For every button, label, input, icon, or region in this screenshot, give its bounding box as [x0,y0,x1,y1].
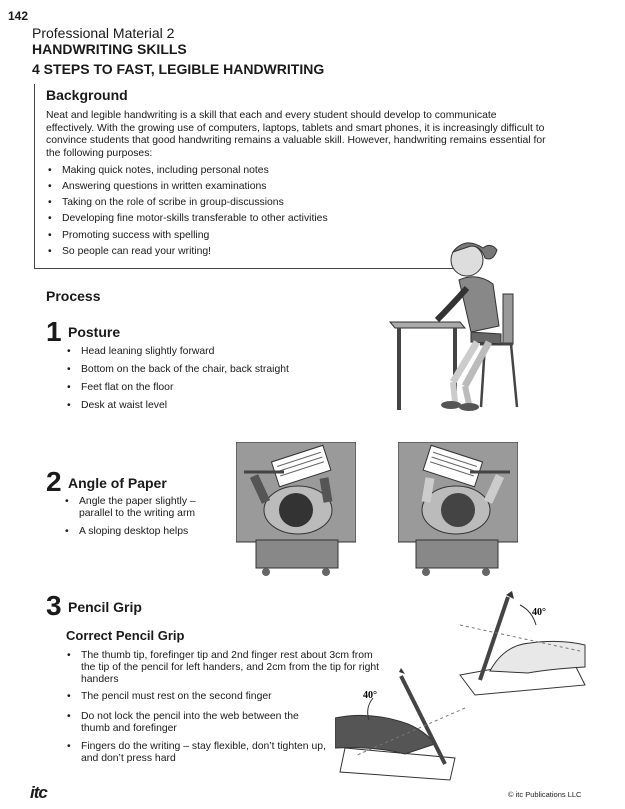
step-3-title: Pencil Grip [68,599,142,615]
step-3-bullet: • Do not lock the pencil into the web between the thumb and forefinger [81,711,316,735]
angle-label-left: 40° [363,690,377,701]
step-1-number: 1 [46,316,62,347]
background-bullet: • Promoting success with spelling [62,230,209,242]
left-hand-grip-illustration [335,668,475,783]
process-heading: Process [46,288,101,304]
step-1-bullet: • Feet flat on the floor [81,382,173,394]
background-bullet: • Making quick notes, including personal notes [62,165,269,177]
background-bullet: • So people can read your writing! [62,246,211,258]
step-3-bullet: • Fingers do the writing – stay flexible, don’t tighten up, and don’t press hard [81,741,331,765]
pencil-grip-subtitle: Correct Pencil Grip [66,628,185,643]
background-bullet: • Taking on the role of scribe in group-discussions [62,197,284,209]
background-bullet: • Developing fine motor-skills transferable to other activities [62,213,328,225]
step-2-bullet: • A sloping desktop helps [79,526,188,538]
itc-logo: itc [30,783,47,802]
step-2-title: Angle of Paper [68,475,167,491]
step-1-bullet: • Bottom on the back of the chair, back straight [81,364,289,376]
background-heading: Background [46,87,128,103]
step-3-bullet: • The pencil must rest on the second finger [81,691,381,703]
copyright-text: © itc Publications LLC [508,790,582,799]
page-subtitle: 4 STEPS TO FAST, LEGIBLE HANDWRITING [32,61,325,77]
right-hander-desk-illustration [398,442,518,577]
background-bullet: • Answering questions in written examinations [62,181,266,193]
step-1-bullet: • Desk at waist level [81,400,167,412]
step-1-title: Posture [68,324,121,340]
step-3-bullet: • The thumb tip, forefinger tip and 2nd finger rest about 3cm from the tip of the pencil for left handers, and 2cm from the tip for right handers [81,650,381,686]
step-2-number: 2 [46,466,62,497]
step-3-number: 3 [46,590,62,621]
step-2-bullet: • Angle the paper slightly – parallel to the writing arm [79,496,219,520]
material-label: Professional Material 2 [32,25,175,41]
angle-label-right: 40° [532,607,546,618]
left-hander-desk-illustration [236,442,356,577]
step-1-bullet: • Head leaning slightly forward [81,346,214,358]
page-title: HANDWRITING SKILLS [32,41,187,57]
page-number: 142 [8,9,29,23]
background-paragraph: Neat and legible handwriting is a skill that each and every student should develop to communicate effectively. With the growing use of computers, laptops, tablets and smart phones, it is increasingly difficult to convince students that good handwriting remains a valuable skill. However, handwriting remains essential for the following purposes: [46,110,546,159]
posture-illustration [385,222,530,412]
